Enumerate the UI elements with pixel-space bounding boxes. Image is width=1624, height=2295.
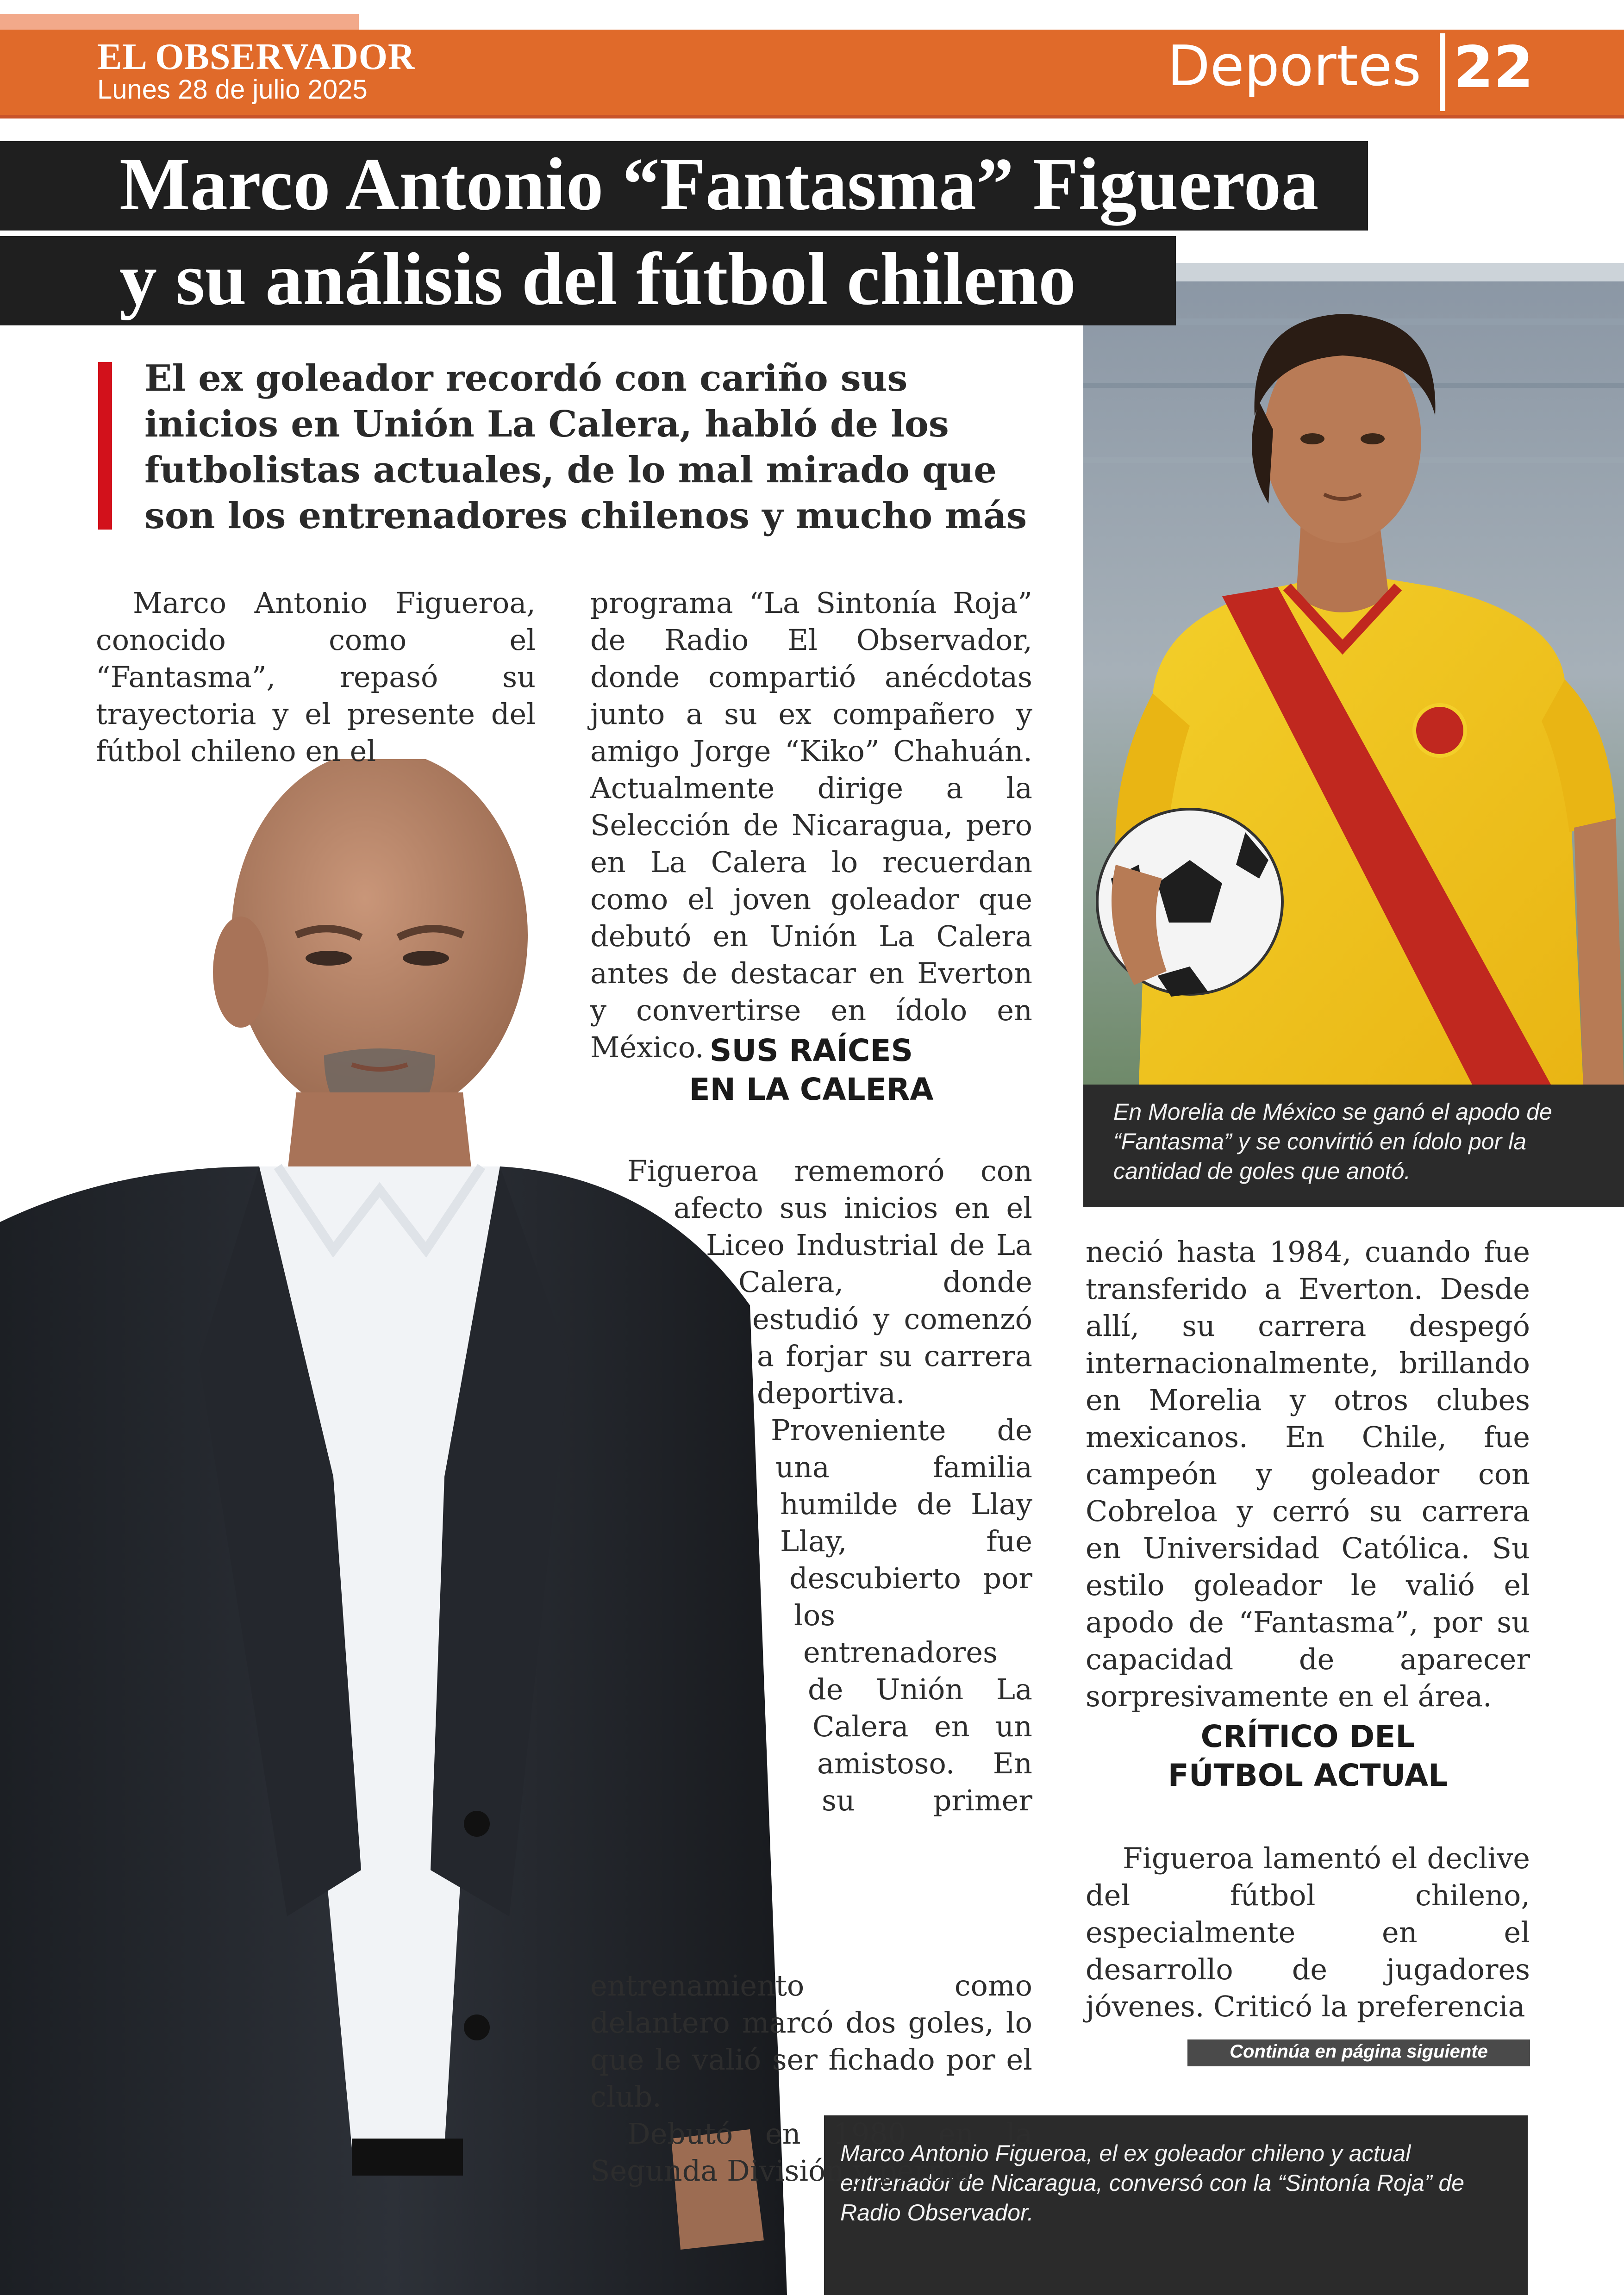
deck-accent-bar: [98, 362, 112, 530]
col3-critic-paragraph: Figueroa lamentó el declive del fútbol chileno, especialmente en el desarrollo de jugadores jóvenes. Criticó la preferencia: [1086, 1841, 1530, 2023]
continues-label: Continúa en página siguiente: [1230, 2041, 1488, 2062]
headline-line-2: y su análisis del fútbol chileno: [119, 238, 1076, 321]
article-deck: El ex goleador recordó con cariño sus inicios en Unión La Calera, habló de los futbolistas actuales, de lo mal mirado que son los entrenadores chilenos y mucho más: [144, 357, 1027, 537]
col2-roots-paragraph-2: Debutó en 1980 en la Segunda División y perma-: [590, 2117, 1032, 2188]
page-number: 22: [1454, 34, 1534, 101]
coach-photo-caption: Marco Antonio Figueroa, el ex goleador chileno y actual entrenador de Nicaragua, conversó con la “Sintonía Roja” de Radio Observador.: [840, 2140, 1465, 2226]
header-accent-strip: [0, 14, 359, 30]
player-photo-caption: En Morelia de México se ganó el apodo de “Fantasma” y se convirtió en ídolo por la cantidad de goles que anotó.: [1113, 1099, 1552, 1184]
subhead-roots-line-2: EN LA CALERA: [689, 1072, 934, 1107]
header-band-rule: [0, 115, 1624, 118]
subhead-critic: [1086, 1717, 1530, 1795]
headline-line-1: Marco Antonio “Fantasma” Figueroa: [119, 143, 1319, 226]
col2-roots-text: [590, 1153, 1032, 2189]
masthead: EL OBSERVADOR: [97, 37, 415, 77]
subhead-critic-line-1: CRÍTICO DEL: [1200, 1719, 1415, 1754]
subhead-roots: [590, 1031, 1032, 1109]
col1-intro-paragraph: Marco Antonio Figueroa, conocido como el “Fantasma”, repasó su trayectoria y el presente del fútbol chileno en el: [96, 586, 536, 768]
issue-date: Lunes 28 de julio 2025: [97, 75, 368, 105]
player-photo: [1083, 263, 1624, 1085]
page-number-divider: [1440, 33, 1445, 111]
col3-continuation-paragraph: neció hasta 1984, cuando fue transferido a Everton. Desde allí, su carrera despegó internacionalmente, brillando en Morelia y otros clubes mexicanos. En Chile, fue campeón y goleador con Cobreloa y cerró su carrera en Universidad Católica. Su estilo goleador le valió el apodo de “Fantasma”, por su capacidad de aparecer sorpresivamente en el área.: [1086, 1235, 1530, 1713]
subhead-roots-line-1: SUS RAÍCES: [709, 1033, 913, 1068]
section-name: Deportes: [1167, 34, 1421, 99]
col2-intro-paragraph: programa “La Sintonía Roja” de Radio El Observador, donde compartió anécdotas junto a su ex compañero y amigo Jorge “Kiko” Chahuán. Actualmente dirige a la Selección de Nicaragua, pero en La Calera lo recuerdan como el joven goleador que debutó en Unión La Calera antes de destacar en Everton y convertirse en ídolo en México.: [590, 586, 1032, 1064]
subhead-critic-line-2: FÚTBOL ACTUAL: [1168, 1758, 1448, 1793]
col2-roots-paragraph-1: Figueroa rememoró con afecto sus inicios en el Liceo Industrial de La Calera, donde estudió y comenzó a forjar su carrera deportiva. Proveniente de una familia humilde de Llay Llay, fue descubierto por los entrenadores de Unión La Calera en un amistoso. En su primer entrenamiento como delantero marcó dos goles, lo que le valió ser fichado por el club.: [590, 1154, 1032, 2114]
